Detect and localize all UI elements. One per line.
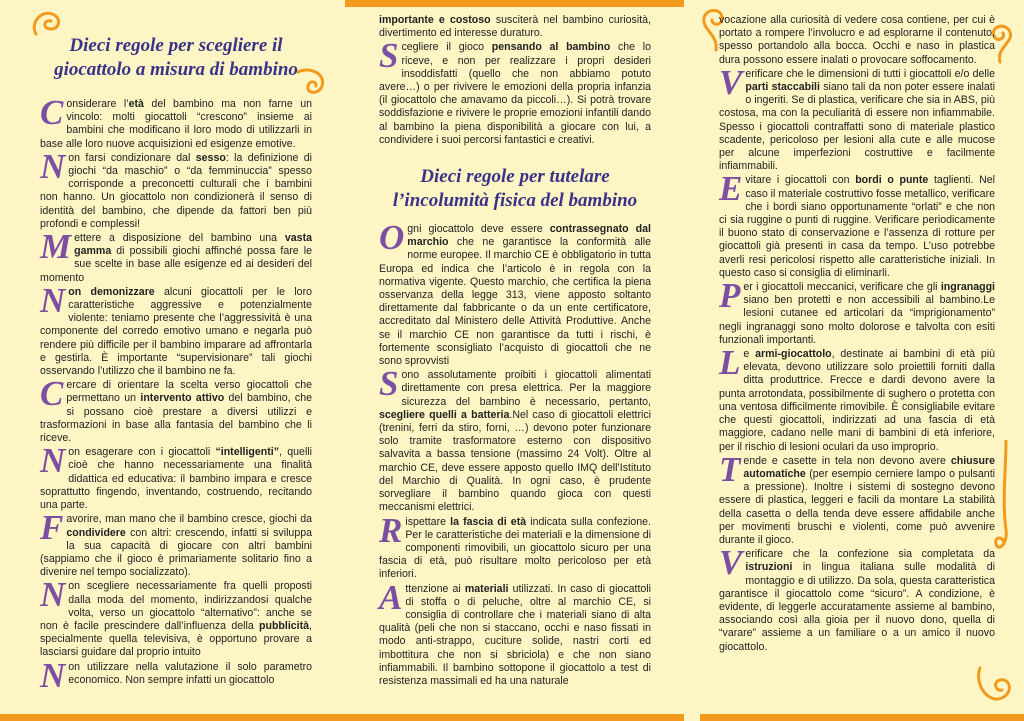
paragraph	[379, 364, 652, 514]
paragraph-text: ettere a disposizione del bambino una vasta gamma di possibili giochi affinché possa fare le sue scelte in base alle esigenze ed ai desideri del momento	[40, 232, 312, 284]
paragraph	[40, 374, 312, 445]
paragraph-text: erificare che le dimensioni di tutti i giocattoli e/o delle parti staccabili siano tali da non poter essere inalati o ingeriti. Se di plastica, verificare che sia in ABS, più costosa, ma con la peculiarità di essere non infiammabile. Spesso i giocattoli contraffatti sono di materiale plastico scadente, pericoloso per lesioni alla cute e alle mucose per alcune imperfezioni costruttive e facilmente infiammabili.	[719, 67, 996, 173]
paragraph	[719, 14, 995, 67]
paragraph-text: e armi-giocattolo, destinate ai bambini di età più elevata, devono utilizzare solo proiettili forniti dalla ditta produttrice. Frecce e dardi devono avere la punta arrotondata, possibilmente di sughero o protetta con una ventosa difficilmente rimovibile. È consigliabile evitare che questi giocattoli, indirizzati ad una fascia di età maggiore, cadano nelle mani di bambini di età inferiore, per il rischio di lesioni oculari da uso improprio.	[719, 348, 995, 453]
top-orange-bar	[345, 0, 684, 7]
paragraph-text: on esagerare con i giocattoli “intelligenti”, quelli cioè che hanno necessariamente una finalità didattica ed educativa: il bambino impara e cresce soprattutto fingendo, inventando, costruendo, recitando una parte.	[40, 446, 313, 512]
section-title-safety: Dieci regole per tutelare l’incolumità fisica del bambino	[392, 166, 638, 212]
paragraph	[40, 508, 312, 579]
paragraph-text: avorire, man mano che il bambino cresce, giochi da condividere con altri: crescendo, infatti si sviluppa la sua capacità di giocare con altri bambini (sappiamo che il gioco è primariamente solitario fino a divenire nel tempo socializzato).	[40, 513, 312, 579]
swirl-icon	[970, 664, 1018, 714]
drop-cap: M	[40, 227, 72, 267]
bottom-orange-bar-left	[0, 714, 684, 721]
paragraph-text: vitare i giocattoli con bordi o punte taglienti. Nel caso il materiale costruttivo fosse metallico, verificare che i bordi siano opportunamente “orlati” e che non ci sia ruggine o punti di ruggine. Verificare periodicamente il buono stato di conservazione e l’assenza di rotture per giocattoli già presenti in casa da tempo. L’uso potrebbe averli resi pericolosi rispetto alle caratteristiche iniziali. In questo caso si consiglia di eliminarli.	[719, 174, 995, 279]
paragraph	[719, 343, 995, 454]
drop-cap: E	[719, 169, 743, 209]
drop-cap: T	[719, 449, 741, 489]
drop-cap: V	[719, 62, 743, 102]
paragraph	[379, 36, 651, 147]
drop-cap: C	[40, 93, 64, 132]
paragraph-list	[379, 218, 652, 688]
drop-cap: A	[379, 577, 403, 617]
paragraph	[379, 218, 651, 368]
paragraph-text: ende e casette in tela non devono avere chiusure automatiche (per esempio cerniere lampo o pulsanti a pressione). Inoltre i sistemi di sostegno devono essere di plastica, leggeri e facili da montare La stabilità della casetta o della tenda deve essere affidabile anche per movimenti bruschi e violenti, come può avvenire durante il gioco.	[719, 454, 995, 546]
drop-cap: N	[40, 146, 66, 186]
paragraph-text: on utilizzare nella valutazione il solo parametro economico. Non sempre infatti un giocattolo	[68, 660, 312, 686]
paragraph-text: ispettare la fascia di età indicata sulla confezione. Per le caratteristiche dei materiali e la dimensione di componenti rimovibili, un giocattolo sicuro per una fascia di età, può risultare molto pericoloso per età inferiori.	[379, 515, 651, 581]
paragraph	[40, 280, 312, 378]
paragraph	[40, 441, 313, 512]
paragraph	[719, 62, 996, 174]
drop-cap: N	[40, 575, 66, 615]
paragraph	[40, 93, 312, 151]
paragraph-text: ttenzione ai materiali utilizzati. In caso di giocattoli di stoffa o di peluche, oltre al marchio CE, si consiglia di controllare che i materiali siano di alta qualità (peli che non si staccano, occhi e naso fissati in modo anti-strappo, cuciture solide, nastri corti ed imbottitura che non si sbriciola) e che non siano infiammabili. Il bambino sottopone il giocattolo a test di resistenza massimali ed ha una naturale	[379, 582, 651, 687]
paragraph-text: er i giocattoli meccanici, verificare che gli ingranaggi siano ben protetti e non accessibili al bambino.Le lesioni cutanee ed articolari da “imprigionamento” negli ingranaggi sono molto dolorose e talvolta con esiti funzionali importanti.	[719, 281, 995, 346]
paragraph	[40, 146, 312, 231]
paragraph-list	[379, 14, 651, 147]
paragraph-text: gni giocattolo deve essere contrassegnato dal marchio che ne garantisce la conformità alle norme europee. Il marchio CE è obbligatorio in tutta Europa ed indica che l’articolo è in regola con la normativa vigente. Questo marchio, che certifica la piena osservanza della legge 313, viene apposto soltanto direttamente dal fabbricante o da un ente certificatore, accreditato dal Ministero delle Attività Produttive. Anche se il marchio CE non garantisce da tutti i rischi, è fortemente sconsigliato l’acquisto di giocattoli che ne sono sprovvisti	[379, 223, 651, 368]
bottom-orange-bar-right	[700, 714, 1024, 721]
paragraph-text: cegliere il gioco pensando al bambino che lo riceve, e non per realizzare i propri desideri insoddisfatti (quello che non abbiamo potuto avere…) o per rivivere le emozioni della propria infanzia (il giocattolo che amavamo da piccoli…). Si potrà trovare soddisfazione e rivivere le proprie emozioni infantili dando al bambino la piena disponibilità a giocare con lui, a condividere i suoi percorsi fantastici e creativi.	[379, 41, 651, 146]
paragraph-text: on scegliere necessariamente fra quelli proposti dalla moda del momento, indirizzandosi qualche volta, verso un giocattolo “alternativo”: anche se non è facile prescindere dall’influenza della pubblicità, specialmente quella televisiva, è opportuno provare a lasciarsi guidare dal proprio intuito	[40, 580, 312, 659]
drop-cap: N	[40, 655, 66, 695]
column-right	[719, 14, 995, 655]
paragraph-text: importante e costoso susciterà nel bambino curiosità, divertimento ed interesse duraturo.	[379, 14, 651, 40]
drop-cap: N	[40, 280, 66, 320]
paragraph-text: on farsi condizionare dal sesso: la definizione di giochi “da maschio” o “da femminuccia” spesso corrisponde a preconcetti culturali che i bambini non hanno. Un giocattolo non condizionerà il senso di identità del bambino, che dipende da fattori ben più profondi e complessi!	[40, 151, 312, 230]
drop-cap: P	[719, 276, 741, 316]
paragraph-text: on demonizzare alcuni giocattoli per le loro caratteristiche aggressive e potenzialmente violente: teniamo presente che l’aggressività è una componente del corredo emotivo umano e negarla può rendere più difficile per il bambino imparare ad affrontarla e gestirla. È importante “supervisionare” tali giochi osservando l’utilizzo che il bambino ne fa.	[40, 285, 312, 378]
paragraph-text: ercare di orientare la scelta verso giocattoli che permettano un intervento attivo del bambino, che si possano cioè prestare a diversi utilizzi e trasformazioni in base alla fantasia del bambino che li riceve.	[40, 379, 312, 445]
paragraph-text: onsiderare l’età del bambino ma non farne un vincolo: molti giocattoli “crescono” insieme ai bambini che modificano il loro modo di utilizzarli in base alle loro nuove acquisizioni ed esigenze emotive.	[40, 98, 312, 150]
paragraph	[719, 543, 995, 654]
section-title-choose: Dieci regole per scegliere il giocattolo a misura di bambino	[54, 35, 298, 80]
paragraph-text: ono assolutamente proibiti i giocattoli alimentati direttamente con presa elettrica. Per la maggiore sicurezza del bambino è necessario, pertanto, scegliere quelli a batteria.Nel caso di giocattoli elettrici (trenini, ferri da stiro, forni, …) devono poter funzionare solo tramite trasformatore esterno con dispositivo salvavita a bassa tensione (massimo 24 Volt). Oltre al marchio CE, deve essere apposto quello IMQ dell’Istituto del Marchio di Qualità. In ogni caso, è prudente sorvegliare il bambino quando gioca con questi meccanismi elettrici.	[379, 369, 652, 514]
drop-cap: F	[40, 508, 64, 548]
drop-cap: S	[379, 364, 399, 404]
paragraph-text: vocazione alla curiosità di vedere cosa contiene, per cui è portato a rompere l’involucro e ad esplorarne il contenuto, spesso portandolo alla bocca. Occhi e naso in plastica dura possono essere inalati o provocare soffocamento.	[719, 14, 995, 66]
drop-cap: N	[40, 441, 66, 481]
column-left	[40, 34, 313, 695]
paragraph	[719, 276, 995, 347]
paragraph-text: erificare che la confezione sia completata da istruzioni in lingua italiana sulle modalità di montaggio e di utilizzo. Da sola, questa caratteristica garantisce il giocattolo come “sicuro”. A condizione, è evidente, di leggerle accuratamente assieme al bambino, associando così alla gioia per il nuovo dono, quella di “varare” assieme a un familiare o a un amico il nuovo giocattolo.	[719, 548, 995, 653]
paragraph	[379, 510, 651, 582]
paragraph	[719, 449, 995, 547]
drop-cap: S	[379, 36, 399, 76]
paragraph	[379, 14, 651, 40]
paragraph-list	[719, 14, 995, 654]
paragraph	[40, 227, 312, 285]
drop-cap: R	[379, 510, 403, 550]
paragraph	[40, 575, 312, 659]
paragraph	[719, 169, 995, 280]
paragraph-list	[40, 93, 313, 695]
column-middle	[379, 14, 651, 689]
drop-cap: V	[719, 543, 743, 583]
paragraph	[379, 577, 651, 689]
drop-cap: O	[379, 218, 405, 258]
drop-cap: L	[719, 343, 741, 383]
paragraph	[40, 655, 312, 695]
drop-cap: C	[40, 374, 64, 414]
